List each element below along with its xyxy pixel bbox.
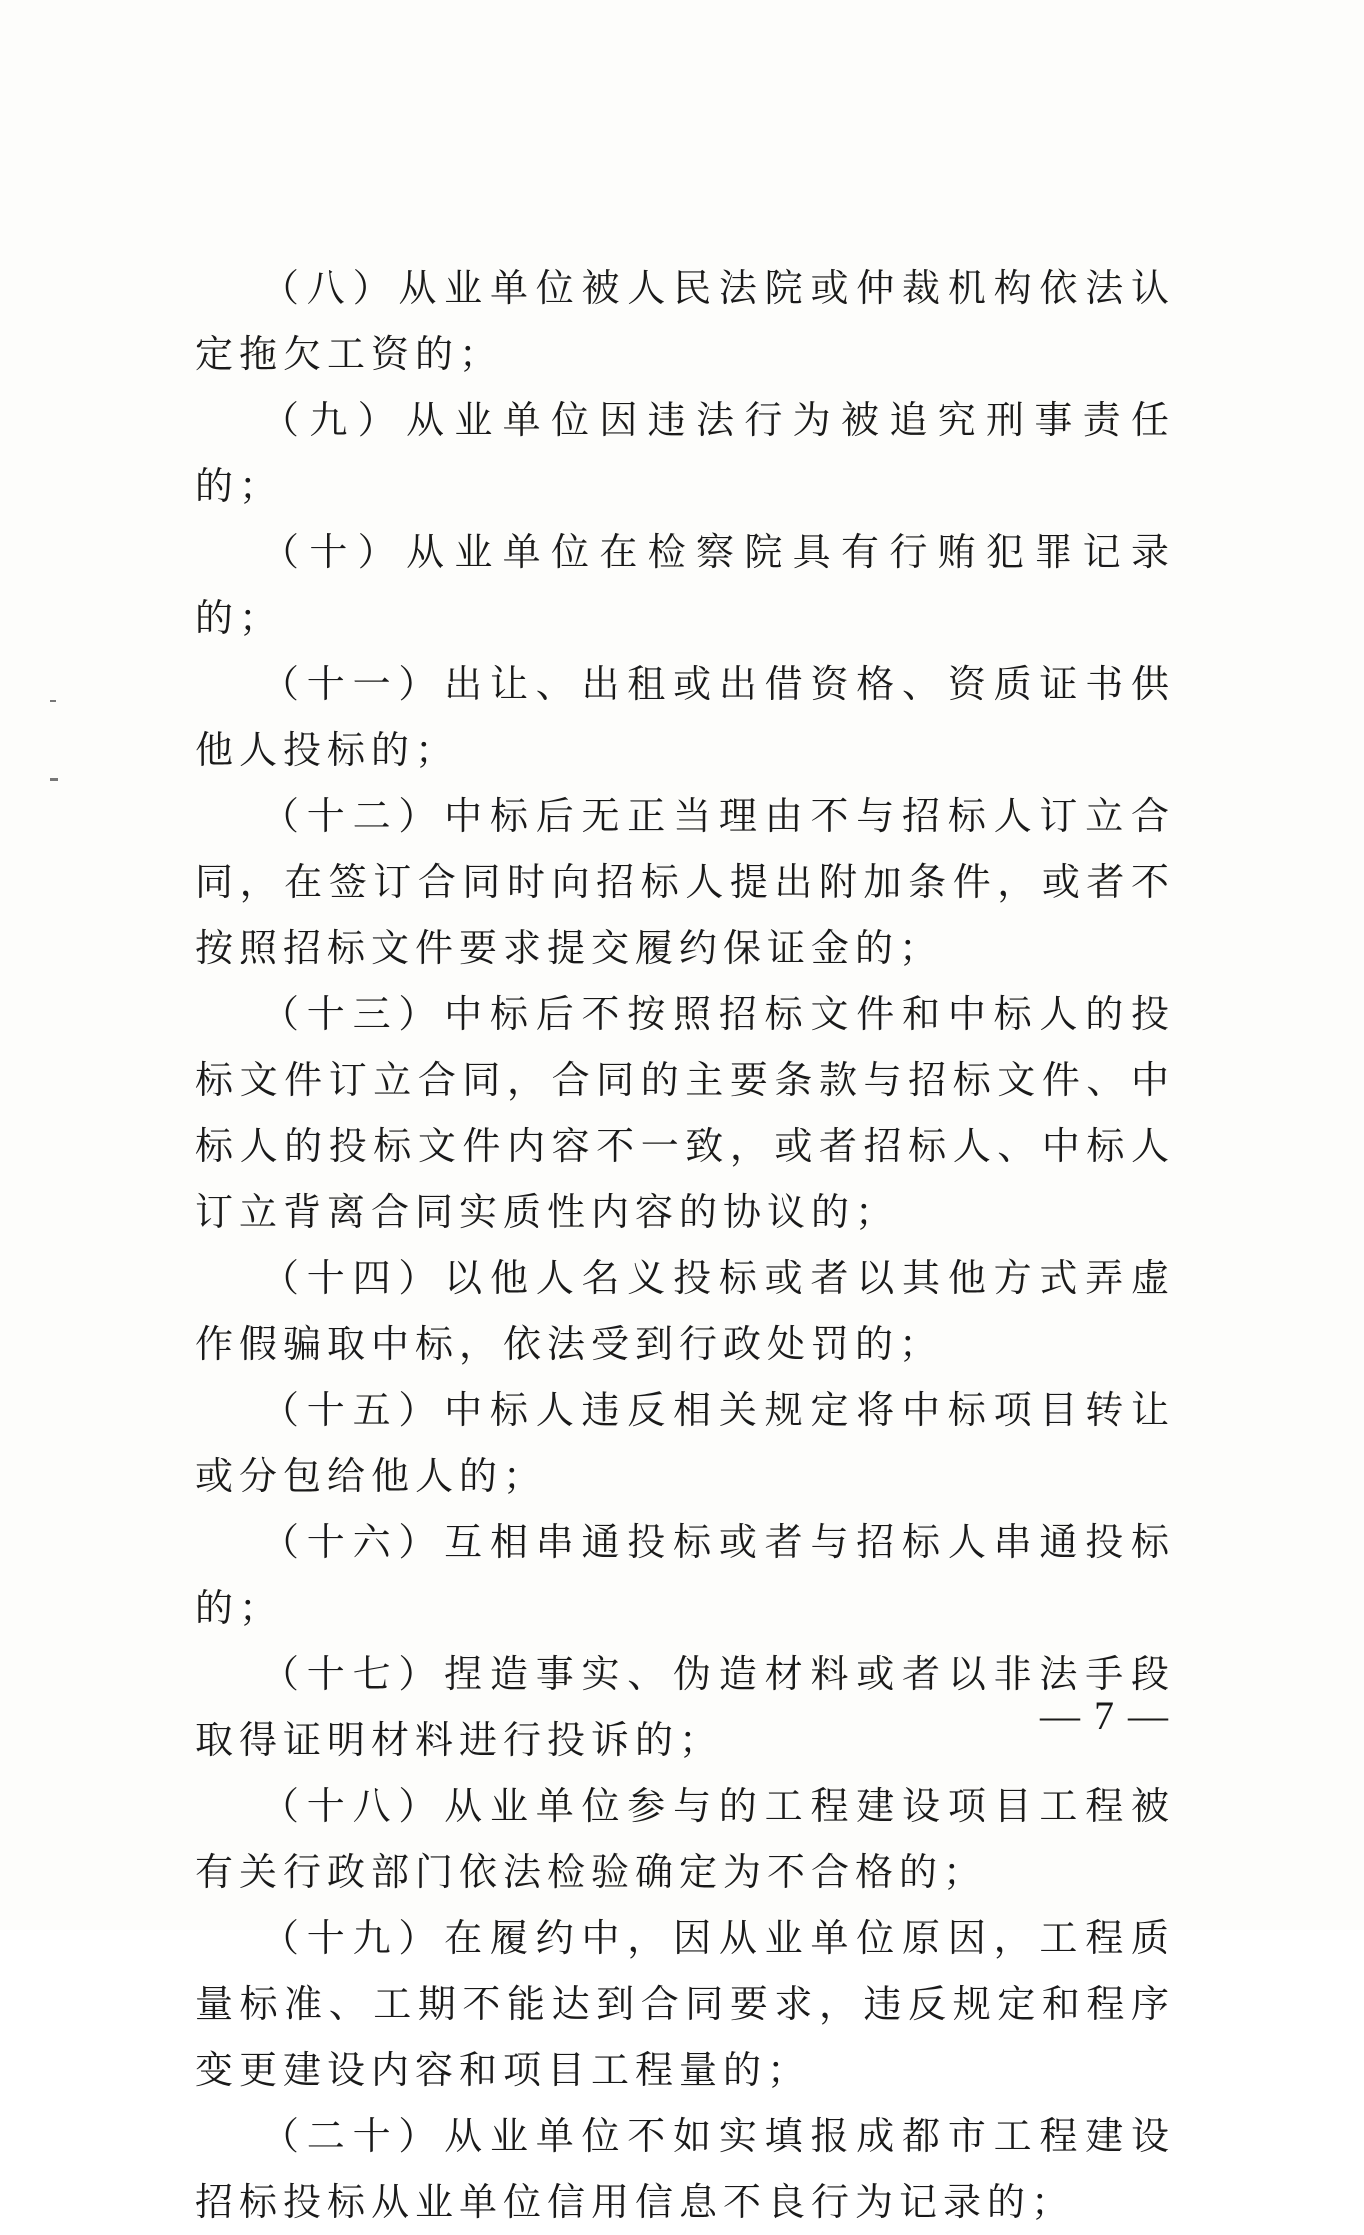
clause-12: （十二）中标后无正当理由不与招标人订立合同，在签订合同时向招标人提出附加条件，或者不按照招标文件要求提交履约保证金的； [195,794,1175,970]
document-body [195,255,1175,2235]
clause-18: （十八）从业单位参与的工程建设项目工程被有关行政部门依法检验确定为不合格的； [195,1784,1175,1894]
clause-14: （十四）以他人名义投标或者以其他方式弄虚作假骗取中标，依法受到行政处罚的； [195,1256,1175,1366]
clause-19: （十九）在履约中，因从业单位原因，工程质量标准、工期不能达到合同要求，违反规定和程序变更建设内容和项目工程量的； [195,1916,1175,2092]
clause-17: （十七）捏造事实、伪造材料或者以非法手段取得证明材料进行投诉的； [195,1652,1175,1762]
clause-8: （八）从业单位被人民法院或仲裁机构依法认定拖欠工资的； [195,266,1175,376]
clause-9: （九）从业单位因违法行为被追究刑事责任的； [195,398,1175,508]
scan-margin-mark [50,778,58,781]
clause-10: （十）从业单位在检察院具有行贿犯罪记录的； [195,530,1175,640]
page-number: — 7 — [1040,1693,1170,1738]
scan-margin-mark [50,700,56,702]
clause-20: （二十）从业单位不如实填报成都市工程建设招标投标从业单位信用信息不良行为记录的； [195,2114,1175,2224]
clause-13: （十三）中标后不按照招标文件和中标人的投标文件订立合同，合同的主要条款与招标文件、中标人的投标文件内容不一致，或者招标人、中标人订立背离合同实质性内容的协议的； [195,992,1175,1234]
clause-16: （十六）互相串通投标或者与招标人串通投标的； [195,1520,1175,1630]
clause-15: （十五）中标人违反相关规定将中标项目转让或分包给他人的； [195,1388,1175,1498]
clause-11: （十一）出让、出租或出借资格、资质证书供他人投标的； [195,662,1175,772]
